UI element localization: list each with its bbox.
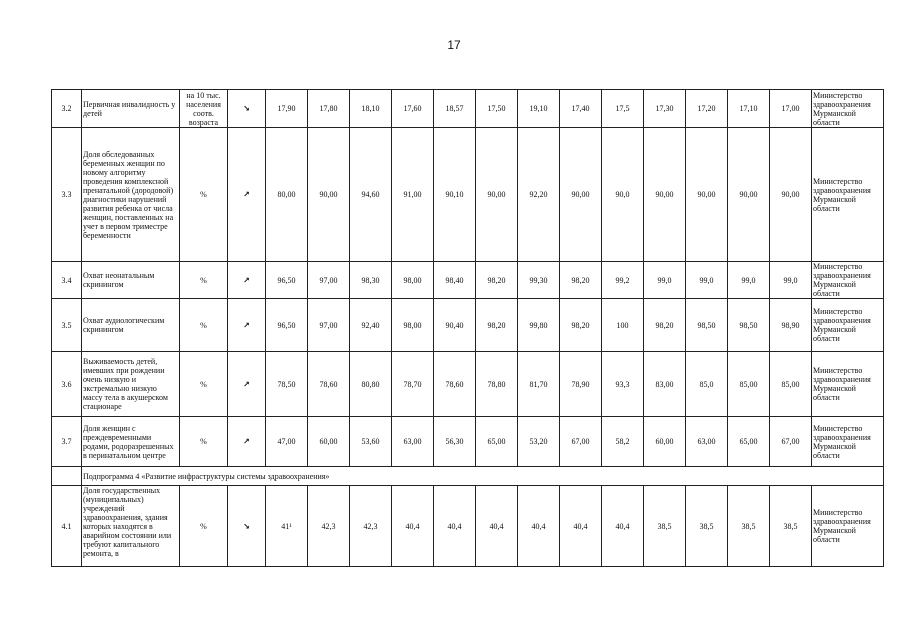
value-cell: 98,90 [770,299,812,352]
value-cell: 17,30 [644,90,686,128]
value-cell: 99,0 [770,262,812,299]
value-cell: 40,4 [434,486,476,567]
value-cell: 99,80 [518,299,560,352]
table-row [52,486,884,567]
value-cell: 90,00 [476,128,518,262]
value-cell: 98,50 [728,299,770,352]
value-cell: 98,00 [392,299,434,352]
value-cell: 47,00 [266,417,308,467]
value-cell: 98,20 [560,262,602,299]
value-cell: 85,0 [686,352,728,417]
responsible-cell: Министерство здравоохранения Мурманской области [812,128,884,262]
value-cell: 90,00 [770,128,812,262]
value-cell: 96,50 [266,299,308,352]
value-cell: 90,0 [602,128,644,262]
value-cell: 99,2 [602,262,644,299]
table-row [52,90,884,128]
value-cell: 42,3 [350,486,392,567]
value-cell: 40,4 [518,486,560,567]
unit-cell: % [180,352,228,417]
value-cell: 83,00 [644,352,686,417]
value-cell: 40,4 [476,486,518,567]
value-cell: 17,00 [770,90,812,128]
value-cell: 17,90 [266,90,308,128]
table-row [52,262,884,299]
value-cell: 38,5 [644,486,686,567]
responsible-cell: Министерство здравоохранения Мурманской области [812,90,884,128]
value-cell: 96,50 [266,262,308,299]
responsible-cell: Министерство здравоохранения Мурманской области [812,352,884,417]
row-number: 3.3 [52,128,82,262]
trend-arrow-icon: ↗ [228,262,266,299]
value-cell: 80,00 [266,128,308,262]
value-cell: 99,0 [644,262,686,299]
value-cell: 90,00 [728,128,770,262]
value-cell: 90,10 [434,128,476,262]
row-number: 3.7 [52,417,82,467]
value-cell: 99,0 [686,262,728,299]
value-cell: 17,40 [560,90,602,128]
value-cell: 17,80 [308,90,350,128]
value-cell: 67,00 [770,417,812,467]
value-cell: 17,50 [476,90,518,128]
value-cell: 90,00 [686,128,728,262]
value-cell: 18,10 [350,90,392,128]
trend-arrow-icon: ↗ [228,352,266,417]
value-cell: 98,30 [350,262,392,299]
unit-cell: % [180,262,228,299]
value-cell: 38,5 [770,486,812,567]
value-cell: 90,00 [560,128,602,262]
page-number: 17 [447,38,461,52]
value-cell: 90,00 [644,128,686,262]
value-cell: 90,00 [308,128,350,262]
trend-arrow-icon: ↗ [228,417,266,467]
value-cell: 98,40 [434,262,476,299]
unit-cell: % [180,128,228,262]
indicator-name: Охват неонатальным скринингом [82,262,180,299]
unit-cell: % [180,486,228,567]
value-cell: 19,10 [518,90,560,128]
value-cell: 53,60 [350,417,392,467]
value-cell: 38,5 [686,486,728,567]
row-number: 3.4 [52,262,82,299]
value-cell: 98,20 [644,299,686,352]
indicator-name: Первичная инвалидность у детей [82,90,180,128]
value-cell: 17,10 [728,90,770,128]
value-cell: 40,4 [392,486,434,567]
value-cell: 98,00 [392,262,434,299]
indicator-name: Доля государственных (муниципальных) учреждений здравоохранения, здания которых находятся в аварийном состоянии или требуют капитального ремонта, в [82,486,180,567]
row-number: 4.1 [52,486,82,567]
indicator-name: Выживаемость детей, имевших при рождении очень низкую и экстремально низкую массу тела в акушерском стационаре [82,352,180,417]
value-cell: 98,20 [560,299,602,352]
unit-cell: на 10 тыс. населения соотв. возраста [180,90,228,128]
value-cell: 53,20 [518,417,560,467]
unit-cell: % [180,299,228,352]
value-cell: 40,4 [560,486,602,567]
table-row [52,417,884,467]
value-cell: 80,80 [350,352,392,417]
value-cell: 98,20 [476,299,518,352]
value-cell: 85,00 [770,352,812,417]
value-cell: 78,80 [476,352,518,417]
value-cell: 17,60 [392,90,434,128]
value-cell: 56,30 [434,417,476,467]
row-number: 3.2 [52,90,82,128]
value-cell: 63,00 [392,417,434,467]
table-row [52,299,884,352]
indicators-table [51,89,884,567]
responsible-cell: Министерство здравоохранения Мурманской области [812,299,884,352]
value-cell: 60,00 [308,417,350,467]
value-cell: 78,70 [392,352,434,417]
indicator-name: Доля женщин с преждевременными родами, родоразрешенных в перинатальном центре [82,417,180,467]
responsible-cell: Министерство здравоохранения Мурманской области [812,417,884,467]
indicator-name: Доля обследованных беременных женщин по новому алгоритму проведения комплексной пренатальной (дородовой) диагностики нарушений развития ребенка от числа женщин, поставленных на учет в первом триместре беременности [82,128,180,262]
value-cell: 58,2 [602,417,644,467]
value-cell: 92,40 [350,299,392,352]
trend-arrow-icon: ↘ [228,90,266,128]
value-cell: 91,00 [392,128,434,262]
value-cell: 67,00 [560,417,602,467]
table-row [52,128,884,262]
value-cell: 63,00 [686,417,728,467]
value-cell: 78,60 [434,352,476,417]
trend-arrow-icon: ↗ [228,299,266,352]
value-cell: 41¹ [266,486,308,567]
value-cell: 40,4 [602,486,644,567]
value-cell: 94,60 [350,128,392,262]
value-cell: 97,00 [308,262,350,299]
value-cell: 60,00 [644,417,686,467]
value-cell: 97,00 [308,299,350,352]
value-cell: 93,3 [602,352,644,417]
value-cell: 65,00 [728,417,770,467]
value-cell: 99,0 [728,262,770,299]
table-row [52,352,884,417]
value-cell: 100 [602,299,644,352]
trend-arrow-icon: ↗ [228,128,266,262]
responsible-cell: Министерство здравоохранения Мурманской области [812,262,884,299]
indicator-name: Охват аудиологическим скринингом [82,299,180,352]
row-number: 3.6 [52,352,82,417]
value-cell: 65,00 [476,417,518,467]
row-number: 3.5 [52,299,82,352]
value-cell: 18,57 [434,90,476,128]
trend-arrow-icon: ↘ [228,486,266,567]
responsible-cell: Министерство здравоохранения Мурманской области [812,486,884,567]
value-cell: 98,50 [686,299,728,352]
value-cell: 17,5 [602,90,644,128]
value-cell: 78,50 [266,352,308,417]
value-cell: 81,70 [518,352,560,417]
value-cell: 99,30 [518,262,560,299]
unit-cell: % [180,417,228,467]
value-cell: 78,60 [308,352,350,417]
subprogram-title: Подпрограмма 4 «Развитие инфраструктуры системы здравоохранения» [82,467,884,486]
value-cell: 78,90 [560,352,602,417]
value-cell: 85,00 [728,352,770,417]
value-cell: 17,20 [686,90,728,128]
value-cell: 38,5 [728,486,770,567]
empty-cell [52,467,82,486]
value-cell: 42,3 [308,486,350,567]
value-cell: 92,20 [518,128,560,262]
value-cell: 90,40 [434,299,476,352]
value-cell: 98,20 [476,262,518,299]
subprogram-row [52,467,884,486]
